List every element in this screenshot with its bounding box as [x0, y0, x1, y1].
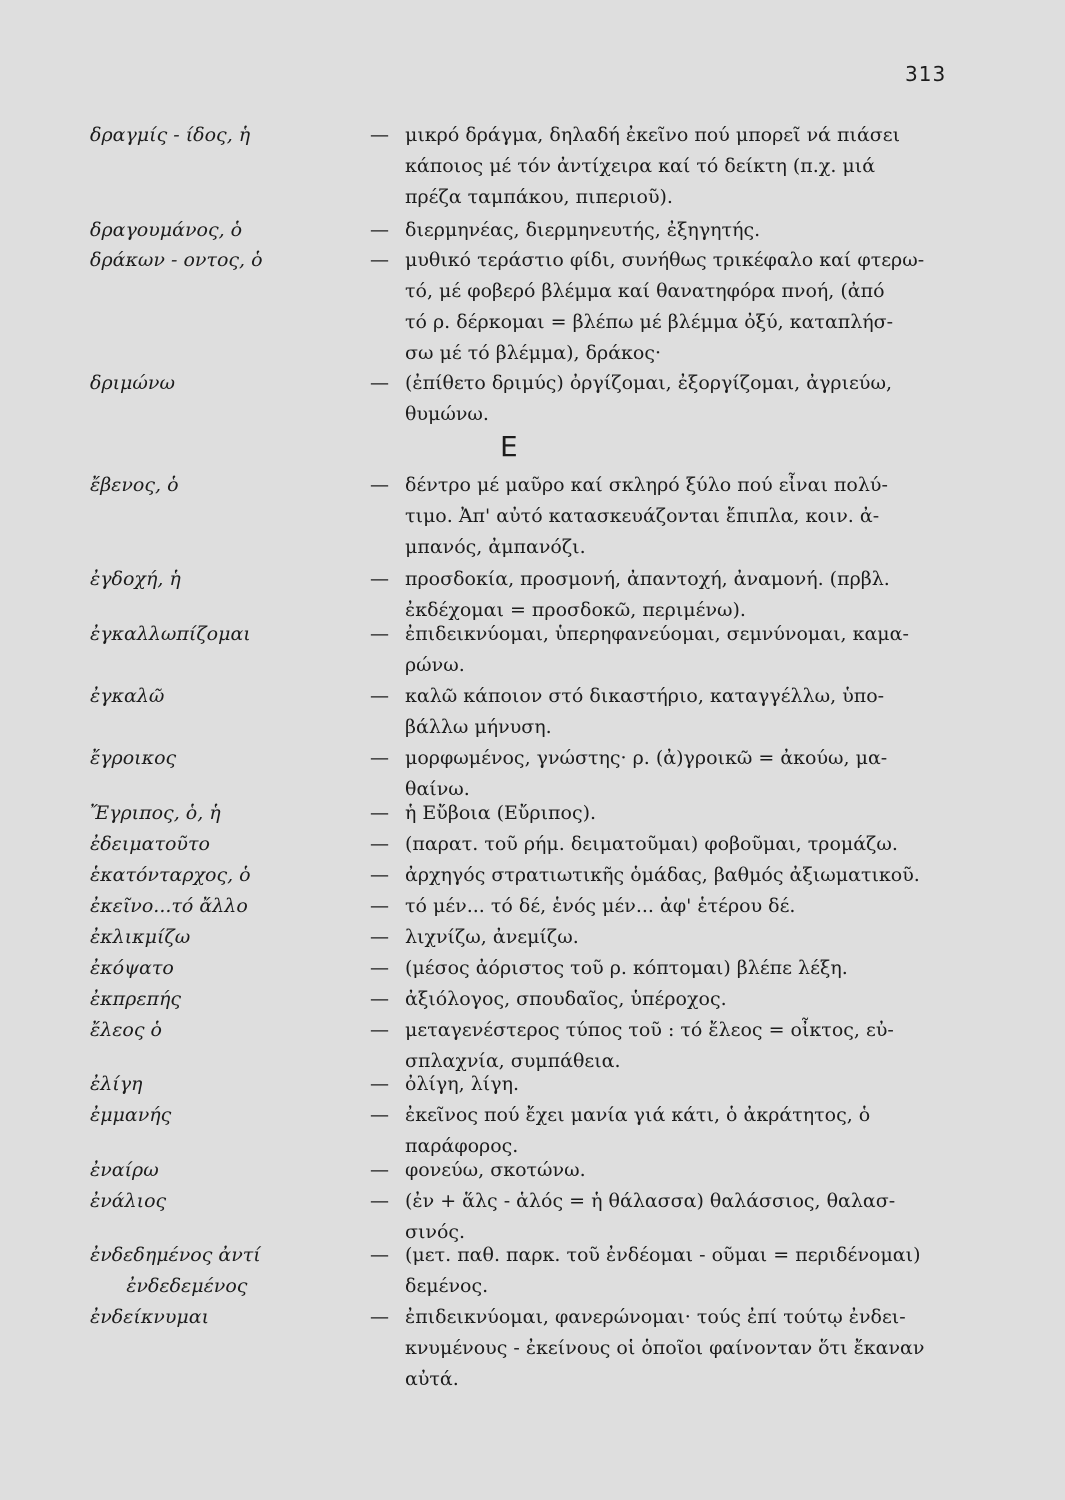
definition-line: μυθικό τεράστιο φίδι, συνήθως τρικέφαλο καί φτερω- — [405, 249, 925, 271]
entry-definition — [370, 1015, 948, 1077]
entry-definition — [370, 681, 948, 743]
entry-definition — [370, 1240, 948, 1302]
definition-line: (ἐν + ἅλς - ἁλός = ἡ θάλασσα) θαλάσσιος, θαλασ- — [405, 1190, 896, 1212]
page-number: 313 — [905, 62, 947, 86]
entry-definition — [370, 891, 948, 922]
definition-line: τιμο. Ἀπ' αὐτό κατασκευάζονται ἔπιπλα, κοιν. ἀ- — [405, 505, 880, 527]
entry-definition — [370, 829, 948, 860]
definition-dash: — — [370, 957, 389, 979]
entry-definition — [370, 1186, 948, 1248]
entry-headword: ἐνδείκνυμαι — [90, 1306, 210, 1328]
entry-headword: ἐμμανής — [90, 1104, 172, 1126]
definition-dash: — — [370, 568, 389, 590]
definition-line: ἡ Εὔβοια (Εὔριπος). — [405, 802, 597, 824]
definition-line: μορφωμένος, γνώστης· ρ. (ἀ)γροικῶ = ἀκούω, μα- — [405, 747, 888, 769]
entry-headword: ἐγκαλῶ — [90, 685, 165, 707]
definition-dash: — — [370, 372, 389, 394]
definition-line: ἐκδέχομαι = προσδοκῶ, περιμένω). — [405, 599, 746, 621]
entry-definition — [370, 245, 948, 369]
definition-dash: — — [370, 1306, 389, 1328]
entry-definition — [370, 953, 948, 984]
definition-dash: — — [370, 1104, 389, 1126]
definition-dash: — — [370, 623, 389, 645]
definition-line: ρώνω. — [405, 654, 465, 676]
definition-dash: — — [370, 988, 389, 1010]
definition-line: σπλαχνία, συμπάθεια. — [405, 1050, 621, 1072]
definition-line: ἀξιόλογος, σπουδαῖος, ὑπέροχος. — [405, 988, 727, 1010]
entry-headword: ἐκπρεπής — [90, 988, 182, 1010]
definition-line: κάποιος μέ τόν ἀντίχειρα καί τό δείκτη (π.χ. μιά — [405, 155, 876, 177]
definition-line: κνυμένους - ἐκείνους οἱ ὁποῖοι φαίνονταν ὅτι ἔκαναν — [405, 1337, 925, 1359]
entry-headword: ἔβενος, ὁ — [90, 474, 179, 496]
entry-definition — [370, 1069, 948, 1100]
definition-line: μεταγενέστερος τύπος τοῦ : τό ἔλεος = οἶκτος, εὐ- — [405, 1019, 894, 1041]
definition-line: ἐκεῖνος πού ἔχει μανία γιά κάτι, ὁ ἀκράτητος, ὁ — [405, 1104, 871, 1126]
entry-headword: ἐγκαλλωπίζομαι — [90, 623, 251, 645]
definition-dash: — — [370, 895, 389, 917]
entry-definition — [370, 368, 948, 430]
definition-line: (ἐπίθετο δριμύς) ὀργίζομαι, ἐξοργίζομαι, ἀγριεύω, — [405, 372, 892, 394]
entry-definition — [370, 1100, 948, 1162]
definition-dash: — — [370, 747, 389, 769]
definition-line: δεμένος. — [405, 1275, 489, 1297]
definition-line: πρέζα ταμπάκου, πιπεριοῦ). — [405, 186, 673, 208]
definition-line: (μέσος ἀόριστος τοῦ ρ. κόπτομαι) βλέπε λέξη. — [405, 957, 848, 979]
definition-dash: — — [370, 1159, 389, 1181]
definition-line: ἀρχηγός στρατιωτικῆς ὁμάδας, βαθμός ἀξιωματικοῦ. — [405, 864, 920, 886]
entry-definition — [370, 215, 948, 246]
entry-headword: ἐλίγη — [90, 1073, 143, 1095]
definition-line: τό ρ. δέρκομαι = βλέπω μέ βλέμμα ὀξύ, καταπλήσ- — [405, 311, 894, 333]
definition-line: τό, μέ φοβερό βλέμμα καί θανατηφόρα πνοή, (ἀπό — [405, 280, 885, 302]
definition-line: λιχνίζω, ἀνεμίζω. — [405, 926, 579, 948]
definition-dash: — — [370, 926, 389, 948]
entry-headword: ἑκατόνταρχος, ὁ — [90, 864, 251, 886]
entry-headword: ἐνδεδημένος ἀντί ἐνδεδεμένος — [90, 1244, 261, 1297]
entry-headword: ἔλεος ὁ — [90, 1019, 162, 1041]
definition-line: σινός. — [405, 1221, 466, 1243]
section-letter: Ε — [500, 430, 518, 463]
definition-dash: — — [370, 124, 389, 146]
entry-headword: ἔγροικος — [90, 747, 177, 769]
definition-dash: — — [370, 685, 389, 707]
entry-headword: ἐκεῖνο...τό ἄλλο — [90, 895, 248, 917]
definition-dash: — — [370, 1190, 389, 1212]
definition-line: βάλλω μήνυση. — [405, 716, 552, 738]
entry-headword: Ἔγριπος, ὁ, ἡ — [90, 802, 221, 824]
definition-line: (παρατ. τοῦ ρήμ. δειματοῦμαι) φοβοῦμαι, τρομάζω. — [405, 833, 898, 855]
definition-dash: — — [370, 249, 389, 271]
entry-definition — [370, 798, 948, 829]
definition-line: θαίνω. — [405, 778, 470, 800]
definition-line: τό μέν... τό δέ, ἑνός μέν... ἀφ' ἑτέρου δέ. — [405, 895, 796, 917]
definition-dash: — — [370, 1019, 389, 1041]
definition-line: μικρό δράγμα, δηλαδή ἐκεῖνο πού μπορεῖ νά πιάσει — [405, 124, 901, 146]
entry-headword: ἐδειματοῦτο — [90, 833, 210, 855]
definition-dash: — — [370, 802, 389, 824]
definition-dash: — — [370, 833, 389, 855]
entry-definition — [370, 922, 948, 953]
definition-line: ἐπιδεικνύομαι, φανερώνομαι· τούς ἐπί τούτῳ ἐνδει- — [405, 1306, 906, 1328]
definition-line: ὀλίγη, λίγη. — [405, 1073, 520, 1095]
definition-line: φονεύω, σκοτώνω. — [405, 1159, 586, 1181]
definition-line: δέντρο μέ μαῦρο καί σκληρό ξύλο πού εἶναι πολύ- — [405, 474, 888, 496]
definition-line: αὐτά. — [405, 1368, 459, 1390]
definition-dash: — — [370, 864, 389, 886]
entry-definition — [370, 619, 948, 681]
definition-line: διερμηνέας, διερμηνευτής, ἐξηγητής. — [405, 219, 761, 241]
definition-line: προσδοκία, προσμονή, ἀπαντοχή, ἀναμονή. (πρβλ. — [405, 568, 890, 590]
entry-definition — [370, 470, 948, 563]
entry-headword: ἐναίρω — [90, 1159, 159, 1181]
entry-headword: δραγμίς - ίδος, ἡ — [90, 124, 251, 146]
definition-line: (μετ. παθ. παρκ. τοῦ ἐνδέομαι - οῦμαι = περιδένομαι) — [405, 1244, 921, 1266]
entry-definition — [370, 1302, 948, 1395]
definition-line: ἐπιδεικνύομαι, ὑπερηφανεύομαι, σεμνύνομαι, καμα- — [405, 623, 909, 645]
entry-headword: δραγουμάνος, ὁ — [90, 219, 243, 241]
entry-headword: ἐγδοχή, ἡ — [90, 568, 181, 590]
definition-dash: — — [370, 1244, 389, 1266]
entry-definition — [370, 1155, 948, 1186]
entry-headword: δράκων - οντος, ὁ — [90, 249, 263, 271]
entry-definition — [370, 120, 948, 213]
entry-headword: δριμώνω — [90, 372, 175, 394]
definition-line: παράφορος. — [405, 1135, 519, 1157]
definition-line: σω μέ τό βλέμμα), δράκος· — [405, 342, 662, 364]
entry-headword: ἐκόψατο — [90, 957, 174, 979]
entry-definition — [370, 743, 948, 805]
definition-dash: — — [370, 474, 389, 496]
definition-dash: — — [370, 1073, 389, 1095]
entry-headword: ἐκλικμίζω — [90, 926, 191, 948]
definition-dash: — — [370, 219, 389, 241]
entry-definition — [370, 984, 948, 1015]
definition-line: θυμώνω. — [405, 403, 489, 425]
definition-line: καλῶ κάποιον στό δικαστήριο, καταγγέλλω, ὑπο- — [405, 685, 885, 707]
entry-definition — [370, 860, 948, 891]
entry-definition — [370, 564, 948, 626]
definition-line: μπανός, ἀμπανόζι. — [405, 536, 586, 558]
entry-headword: ἐνάλιος — [90, 1190, 167, 1212]
